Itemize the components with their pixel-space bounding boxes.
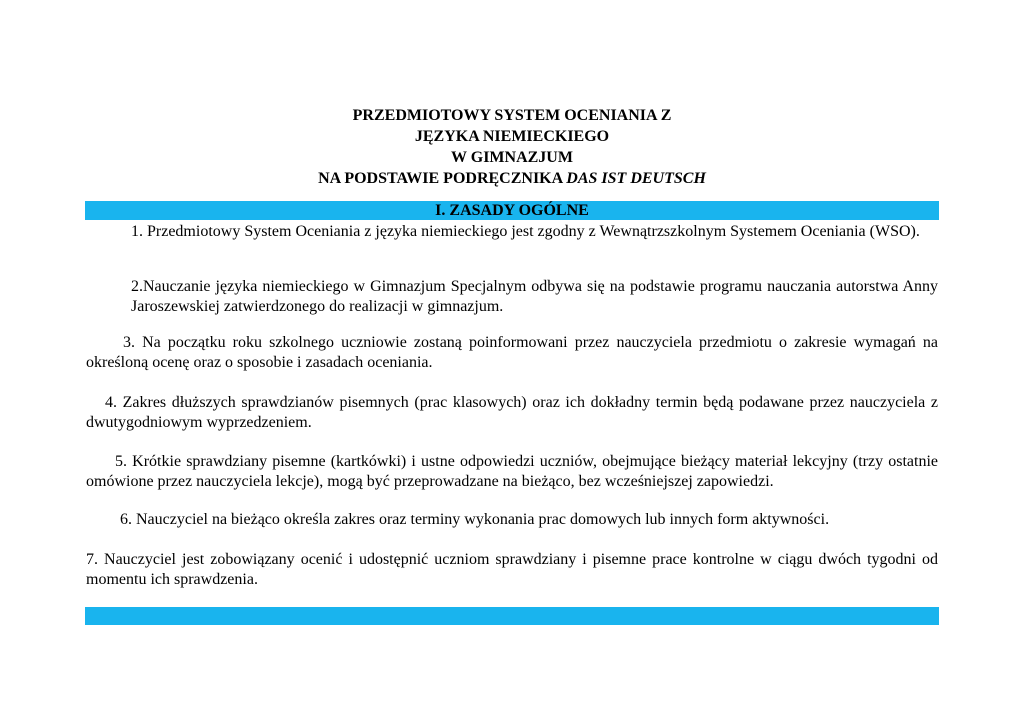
title-line-2: JĘZYKA NIEMIECKIEGO xyxy=(414,128,610,145)
title-textbook-name: DAS IST DEUTSCH xyxy=(566,170,706,187)
title-line-3: W GIMNAZJUM xyxy=(451,149,573,166)
section-heading-band xyxy=(85,201,939,220)
document-title xyxy=(0,105,1024,189)
section-heading: I. ZASADY OGÓLNE xyxy=(435,202,589,219)
paragraph-6: 6. Nauczyciel na bieżąco określa zakres oraz terminy wykonania prac domowych lub innych form aktywności. xyxy=(120,511,830,528)
paragraph-5: 5. Krótkie sprawdziany pisemne (kartkówki) i ustne odpowiedzi uczniów, obejmujące bieżący materiał lekcyjny (trzy ostatnie omówione przez nauczyciela lekcje), mogą być przeprowadzane na bieżąco, bez wcześniejszej zapowiedzi. xyxy=(86,453,938,490)
bottom-divider-band xyxy=(85,607,939,625)
title-line-4-prefix: NA PODSTAWIE PODRĘCZNIKA xyxy=(318,170,567,187)
paragraph-1: 1. Przedmiotowy System Oceniania z języka niemieckiego jest zgodny z Wewnątrzszkolnym Systemem Oceniania (WSO). xyxy=(131,223,920,240)
paragraph-7: 7. Nauczyciel jest zobowiązany ocenić i udostępnić uczniom sprawdziany i pisemne prace kontrolne w ciągu dwóch tygodni od momentu ich sprawdzenia. xyxy=(86,551,938,588)
title-line-1: PRZEDMIOTOWY SYSTEM OCENIANIA Z xyxy=(352,107,672,124)
title-line-4 xyxy=(0,168,1024,189)
paragraph-3: 3. Na początku roku szkolnego uczniowie zostaną poinformowani przez nauczyciela przedmiotu o zakresie wymagań na określoną ocenę oraz o sposobie i zasadach oceniania. xyxy=(86,334,938,371)
paragraph-2: 2.Nauczanie języka niemieckiego w Gimnazjum Specjalnym odbywa się na podstawie programu nauczania autorstwa Anny Jaroszewskiej zatwierdzonego do realizacji w gimnazjum. xyxy=(131,278,938,315)
paragraph-4: 4. Zakres dłuższych sprawdzianów pisemnych (prac klasowych) oraz ich dokładny termin będą podawane przez nauczyciela z dwutygodniowym wyprzedzeniem. xyxy=(86,394,938,431)
